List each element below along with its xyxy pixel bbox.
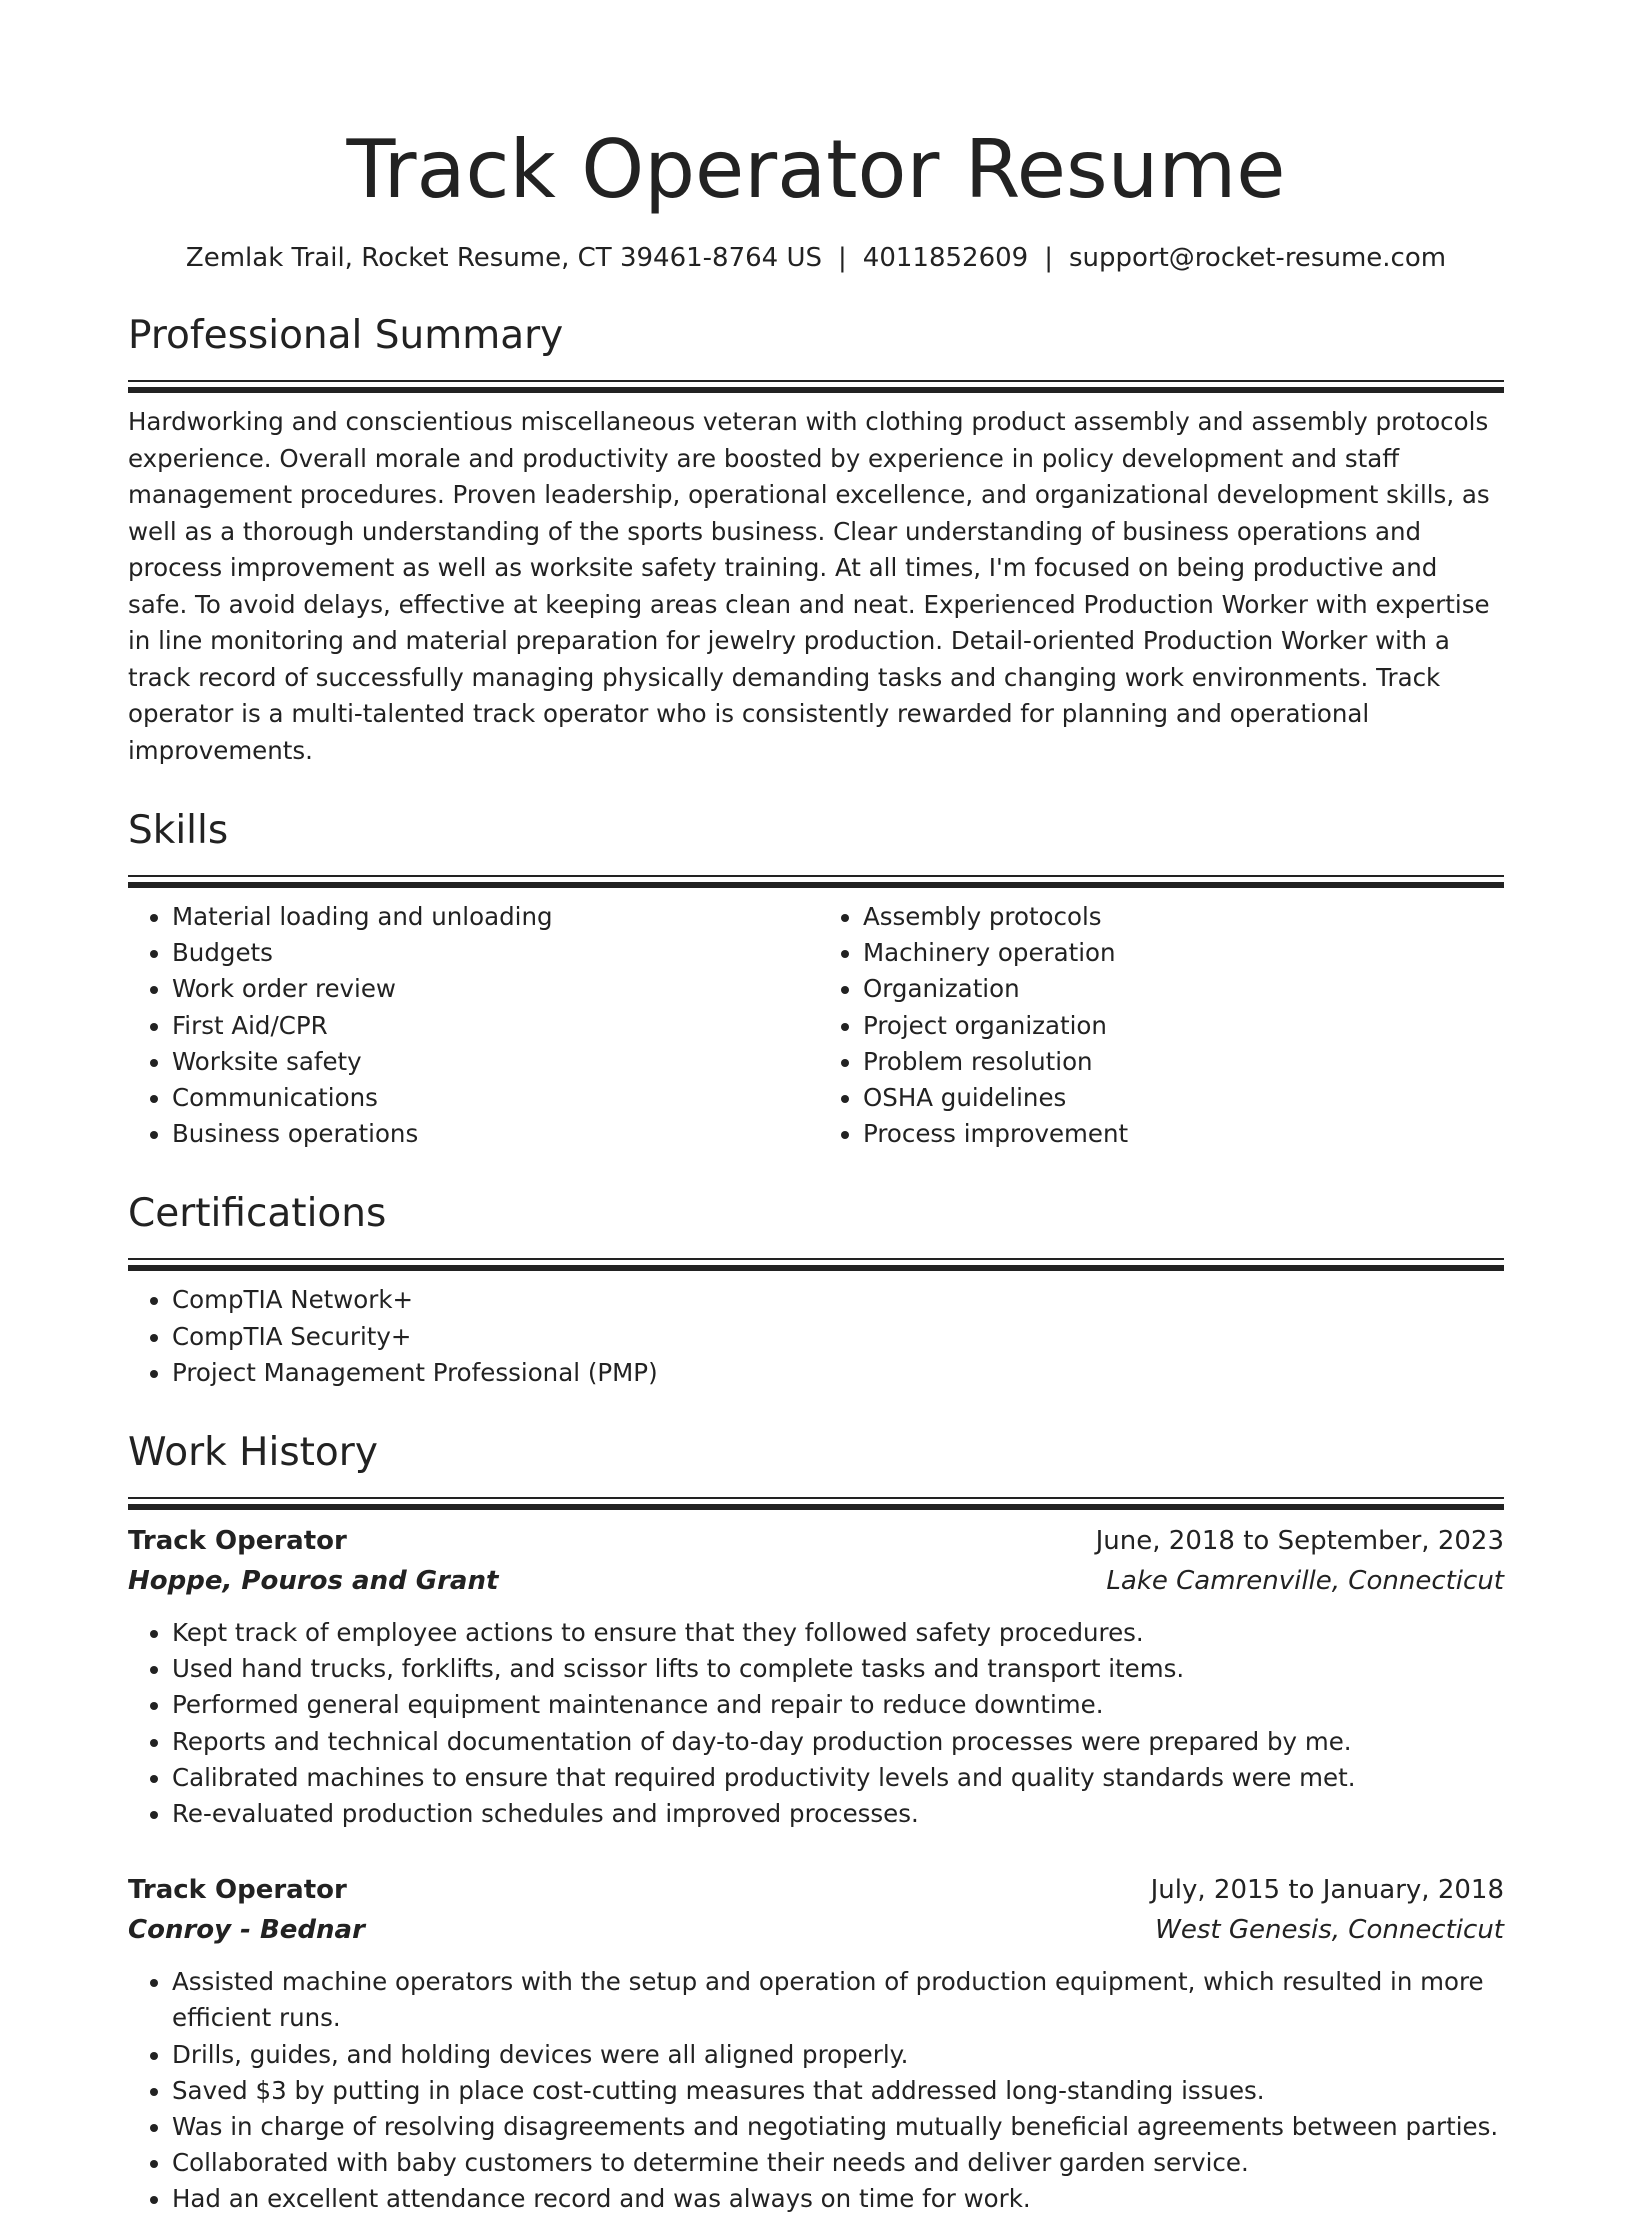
summary-heading: Professional Summary xyxy=(128,313,564,358)
job-bullet: • Saved $3 by putting in place cost-cutting measures that addressed long-standing issues. xyxy=(172,2073,1504,2109)
job-bullet: • Reports and technical documentation of day-to-day production processes were prepared by me. xyxy=(172,1724,1504,1760)
job-bullet: • Was in charge of resolving disagreements and negotiating mutually beneficial agreements between parties. xyxy=(172,2109,1504,2145)
contact-separator: | xyxy=(838,243,847,273)
contact-line xyxy=(128,242,1504,274)
contact-email: support@rocket-resume.com xyxy=(1068,243,1447,273)
section-divider xyxy=(128,875,1504,877)
skills-grid xyxy=(128,899,1504,1152)
work-history-heading: Work History xyxy=(128,1430,378,1476)
section-divider xyxy=(128,380,1504,382)
job-bullet: • Re-evaluated production schedules and improved processes. xyxy=(172,1796,1504,1832)
job-bullet: • Assisted machine operators with the setup and operation of production equipment, which resulted in more efficient runs. xyxy=(172,1964,1504,2036)
skill-item: • Process improvement xyxy=(863,1116,1504,1152)
skill-item: • Budgets xyxy=(172,935,813,971)
job-title: Track Operator xyxy=(128,1526,347,1557)
skills-list-left xyxy=(128,899,813,1152)
certification-item: • Project Management Professional (PMP) xyxy=(172,1355,1504,1391)
certifications-section xyxy=(128,1190,1504,1391)
summary-section xyxy=(128,312,1504,769)
job-bullets xyxy=(128,1615,1504,1832)
job-company: Conroy - Bednar xyxy=(128,1915,365,1946)
job-bullet: • Had an excellent attendance record and was always on time for work. xyxy=(172,2181,1504,2217)
certification-item: • CompTIA Security+ xyxy=(172,1319,1504,1355)
skill-item: • Problem resolution xyxy=(863,1044,1504,1080)
job-bullet: • Performed general equipment maintenance and repair to reduce downtime. xyxy=(172,1687,1504,1723)
job-location: West Genesis, Connecticut xyxy=(1155,1915,1504,1946)
summary-text: Hardworking and conscientious miscellaneous veteran with clothing product assembly and assembly protocols experience. Overall morale and productivity are boosted by experience in policy development and staff management procedures. Proven leadership, operational excellence, and organizational development skills, as well as a thorough understanding of the sports business. Clear understanding of business operations and process improvement as well as worksite safety training. At all times, I'm focused on being productive and safe. To avoid delays, effective at keeping areas clean and neat. Experienced Production Worker with expertise in line monitoring and material preparation for jewelry production. Detail-oriented Production Worker with a track record of successfully managing physically demanding tasks and changing work environments. Track operator is a multi-talented track operator who is consistently rewarded for planning and operational improvements. xyxy=(128,407,1490,765)
job-dates: July, 2015 to January, 2018 xyxy=(1150,1875,1504,1906)
job-dates: June, 2018 to September, 2023 xyxy=(1095,1526,1504,1557)
skill-item: • Project organization xyxy=(863,1008,1504,1044)
skills-list-right xyxy=(813,899,1504,1152)
job-location: Lake Camrenville, Connecticut xyxy=(1106,1566,1504,1597)
skill-item: • Communications xyxy=(172,1080,813,1116)
skill-item: • First Aid/CPR xyxy=(172,1008,813,1044)
job-bullet: • Used hand trucks, forklifts, and scissor lifts to complete tasks and transport items. xyxy=(172,1651,1504,1687)
skill-item: • Assembly protocols xyxy=(863,899,1504,935)
resume-title: Track Operator Resume xyxy=(346,123,1286,216)
skill-item: • Worksite safety xyxy=(172,1044,813,1080)
skill-item: • Work order review xyxy=(172,971,813,1007)
skill-item: • OSHA guidelines xyxy=(863,1080,1504,1116)
job-entry xyxy=(128,1521,1504,1832)
job-bullet: • Collaborated with baby customers to determine their needs and deliver garden service. xyxy=(172,2145,1504,2181)
job-bullet: • Calibrated machines to ensure that required productivity levels and quality standards were met. xyxy=(172,1760,1504,1796)
contact-phone: 4011852609 xyxy=(862,243,1029,273)
certifications-heading: Certifications xyxy=(128,1191,387,1237)
job-bullets xyxy=(128,1964,1504,2217)
skills-heading: Skills xyxy=(128,808,229,853)
job-bullet: • Kept track of employee actions to ensure that they followed safety procedures. xyxy=(172,1615,1504,1651)
section-divider xyxy=(128,1258,1504,1260)
job-title: Track Operator xyxy=(128,1875,347,1906)
contact-separator: | xyxy=(1044,243,1053,273)
skill-item: • Organization xyxy=(863,971,1504,1007)
contact-address: Zemlak Trail, Rocket Resume, CT 39461-8764 US xyxy=(185,243,823,273)
skill-item: • Material loading and unloading xyxy=(172,899,813,935)
skills-section xyxy=(128,807,1504,1152)
certifications-list xyxy=(128,1282,1504,1391)
skill-item: • Business operations xyxy=(172,1116,813,1152)
job-bullet: • Drills, guides, and holding devices were all aligned properly. xyxy=(172,2037,1504,2073)
work-history-section xyxy=(128,1429,1504,2218)
skill-item: • Machinery operation xyxy=(863,935,1504,971)
certification-item: • CompTIA Network+ xyxy=(172,1282,1504,1318)
section-divider xyxy=(128,1497,1504,1499)
job-company: Hoppe, Pouros and Grant xyxy=(128,1566,499,1597)
job-entry xyxy=(128,1870,1504,2217)
